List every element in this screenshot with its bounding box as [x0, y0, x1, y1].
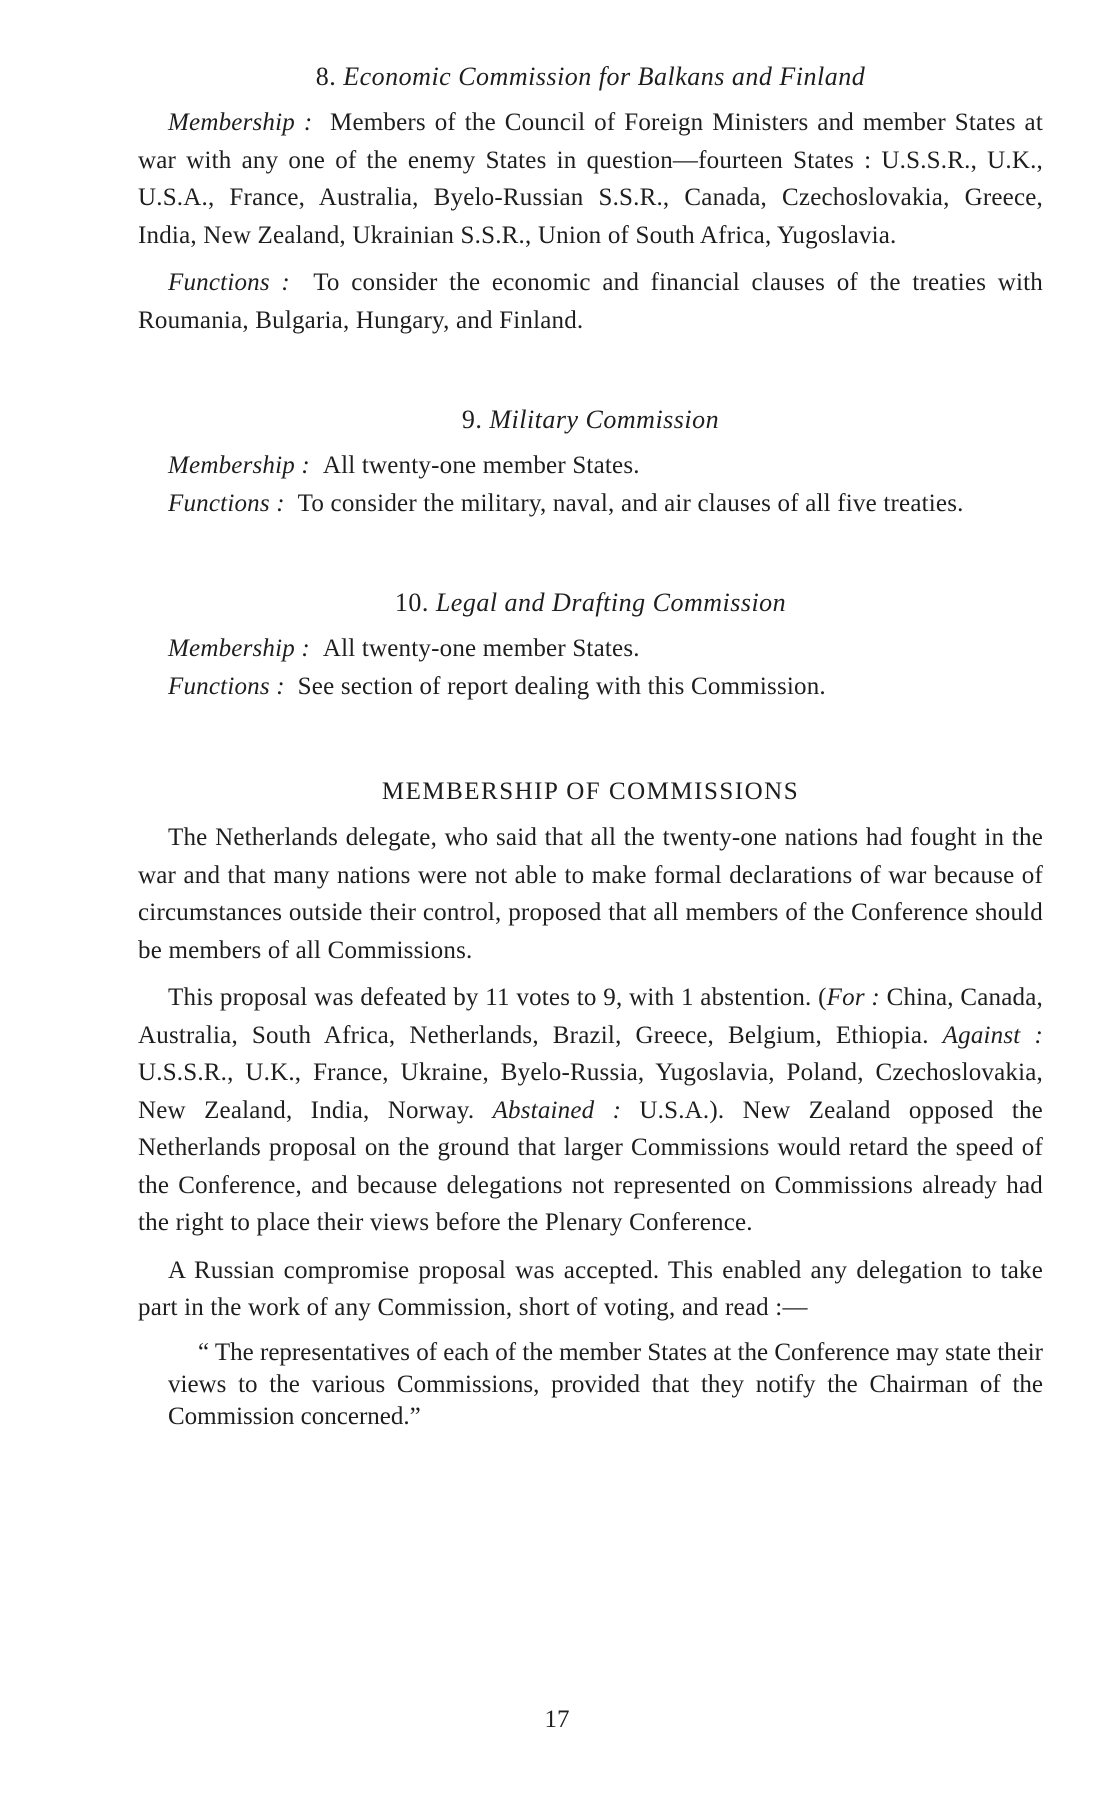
russian-compromise-paragraph: A Russian compromise proposal was accepted. This enabled any delegation to take part in the work of any Commission, short of voting, and read :— — [138, 1256, 1043, 1321]
functions-label: Functions : — [168, 672, 285, 700]
for-list: China, Canada, Australia, South Africa, Netherlands, Brazil, Greece, Belgium, Ethiopia. — [138, 984, 1043, 1049]
functions-text: To consider the military, naval, and air clauses of all five treaties. — [297, 489, 964, 517]
vote-intro: This proposal was defeated by 11 votes to 9, with 1 abstention. ( — [168, 984, 827, 1011]
membership-of-commissions-heading: MEMBERSHIP OF COMMISSIONS — [381, 778, 800, 805]
functions-text: To consider the economic and financial clauses of the treaties with Roumania, Bulgaria, Hungary, and Finland. — [138, 269, 1043, 334]
section-number: 9. — [461, 405, 483, 434]
membership-label: Membership : — [168, 635, 310, 662]
section-heading-9 — [138, 403, 1043, 437]
section-title: Economic Commission for Balkans and Finland — [343, 62, 866, 91]
membership-paragraph — [138, 447, 1043, 485]
abstained-list: U.S.A.). — [621, 1096, 725, 1124]
against-list: U.S.S.R., U.K., France, Ukraine, Byelo-Russia, Yugoslavia, Poland, Czechoslovakia, New Zealand, India, Norway. — [138, 1059, 1043, 1124]
document-page — [138, 60, 1043, 1433]
functions-paragraph — [138, 668, 1043, 706]
compromise-quote: “ The representatives of each of the member States at the Conference may state their views to the various Commissions, provided that they notify the Chairman of the Commission concerned.” — [168, 1338, 1044, 1430]
section-number: 10. — [394, 588, 429, 617]
membership-label: Membership : — [168, 109, 313, 136]
membership-paragraph — [138, 630, 1043, 668]
section-heading-10 — [138, 586, 1043, 620]
membership-paragraph — [138, 104, 1043, 254]
functions-text: See section of report dealing with this Commission. — [297, 672, 826, 700]
membership-text: Members of the Council of Foreign Ministers and member States at war with any one of the enemy States in question—fourteen States : U.S.S.R., U.K., U.S.A., France, Australia, Byelo-Russian S.S.R., Canada, Czechoslovakia, Greece, India, New Zealand, Ukrainian S.S.R., Union of South Africa, Yugoslavia. — [138, 109, 1043, 249]
functions-paragraph — [138, 264, 1043, 339]
page-number: 17 — [544, 1706, 570, 1733]
functions-label: Functions : — [168, 269, 290, 296]
membership-label: Membership : — [168, 452, 310, 479]
membership-text: All twenty-one member States. — [322, 635, 640, 662]
against-label: Against : — [942, 1021, 1043, 1049]
functions-label: Functions : — [168, 489, 285, 517]
abstained-label: Abstained : — [492, 1096, 622, 1124]
section-heading-8 — [138, 60, 1043, 94]
vote-conclusion: New Zealand opposed the Netherlands proposal on the ground that larger Commissions would retard the speed of the Conference, and because delegations not represented on Commissions already had the right to place their views before the Plenary Conference. — [138, 1096, 1043, 1236]
section-title: Legal and Drafting Commission — [435, 588, 787, 617]
section-number: 8. — [315, 62, 337, 91]
functions-paragraph — [138, 485, 1043, 523]
vote-paragraph — [138, 979, 1043, 1242]
for-label: For : — [826, 984, 880, 1011]
membership-text: All twenty-one member States. — [322, 452, 640, 479]
netherlands-paragraph: The Netherlands delegate, who said that all the twenty-one nations had fought in the war and that many nations were not able to make formal declarations of war because of circumstances outside their control, proposed that all members of the Conference should be members of all Commissions. — [138, 824, 1043, 964]
section-title: Military Commission — [489, 405, 720, 434]
